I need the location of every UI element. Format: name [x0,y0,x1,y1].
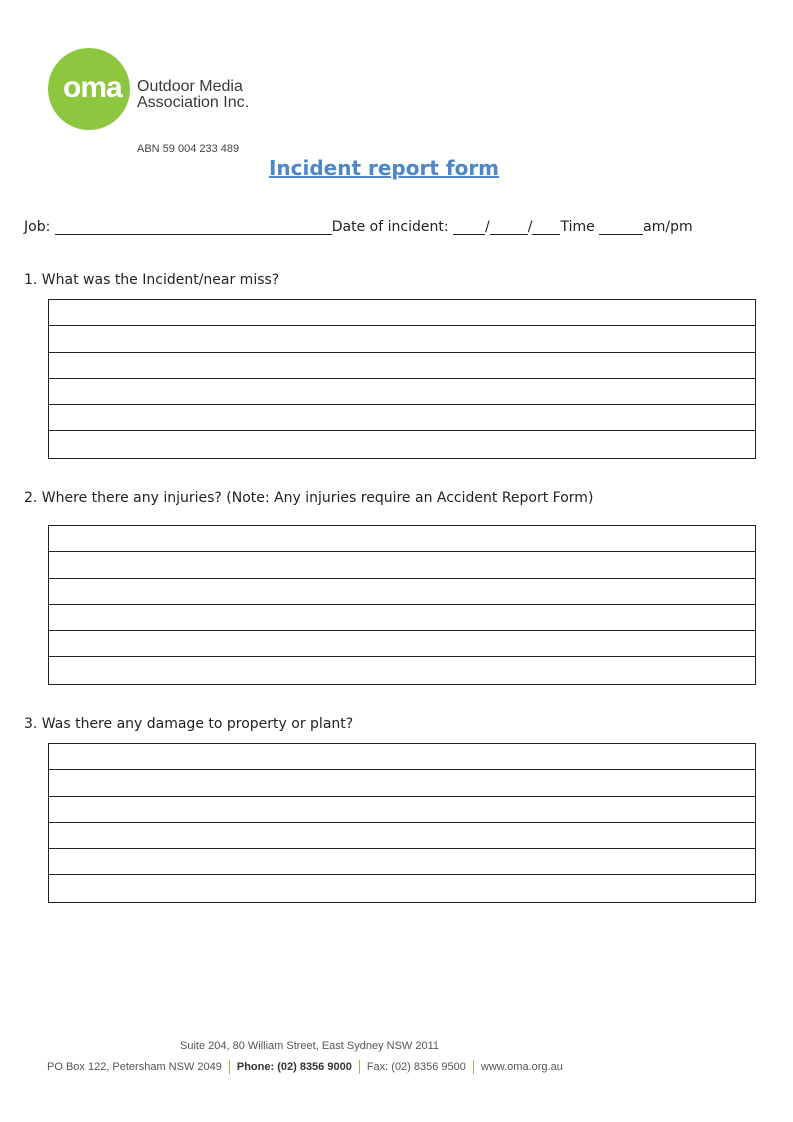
answer-input[interactable] [49,631,755,656]
answer-line[interactable] [49,405,755,431]
footer-contact-line [47,1060,563,1074]
date-month-field[interactable] [490,220,528,235]
answer-line[interactable] [49,657,755,683]
answer-input[interactable] [49,552,755,577]
question-1-answer-box [48,299,756,459]
answer-line[interactable] [49,875,755,901]
answer-input[interactable] [49,579,755,604]
footer-separator [229,1060,230,1074]
logo-mark: oma [63,71,122,104]
answer-input[interactable] [49,353,755,378]
answer-input[interactable] [49,526,755,551]
question-2-answer-box [48,525,756,685]
answer-line[interactable] [49,849,755,875]
answer-input[interactable] [49,300,755,325]
answer-input[interactable] [49,823,755,848]
answer-line[interactable] [49,579,755,605]
org-name-line2: Association Inc. [137,94,250,111]
answer-input[interactable] [49,875,755,901]
answer-line[interactable] [49,353,755,379]
question-1-label: 1. What was the Incident/near miss? [24,272,280,288]
answer-input[interactable] [49,379,755,404]
answer-line[interactable] [49,326,755,352]
answer-input[interactable] [49,770,755,795]
abn-number: ABN 59 004 233 489 [137,143,240,155]
question-2-label: 2. Where there any injuries? (Note: Any injuries require an Accident Report Form) [24,490,594,506]
answer-input[interactable] [49,326,755,351]
answer-line[interactable] [49,631,755,657]
answer-line[interactable] [49,823,755,849]
answer-line[interactable] [49,744,755,770]
job-field[interactable] [55,220,332,235]
footer-phone: Phone: (02) 8356 9000 [236,1060,352,1073]
job-label: Job: [24,219,51,235]
date-day-field[interactable] [453,220,485,235]
answer-line[interactable] [49,300,755,326]
answer-input[interactable] [49,605,755,630]
answer-line[interactable] [49,797,755,823]
footer-address: Suite 204, 80 William Street, East Sydney NSW 2011 [180,1040,440,1052]
question-3-answer-box [48,743,756,903]
org-name-line1: Outdoor Media [137,78,243,95]
answer-input[interactable] [49,849,755,874]
job-date-time-line [24,219,693,235]
footer-separator [359,1060,360,1074]
date-separator: / [527,219,533,235]
time-field[interactable] [599,220,643,235]
time-label: Time [560,219,595,235]
date-label: Date of incident: [331,219,449,235]
answer-input[interactable] [49,657,755,683]
answer-input[interactable] [49,797,755,822]
answer-line[interactable] [49,431,755,457]
footer-separator [473,1060,474,1074]
answer-line[interactable] [49,605,755,631]
date-year-field[interactable] [532,220,560,235]
date-separator: / [485,219,490,235]
footer-fax: Fax: (02) 8356 9500 [366,1060,466,1073]
answer-input[interactable] [49,431,755,457]
ampm-label: am/pm [643,219,693,235]
footer-website[interactable]: www.oma.org.au [480,1060,563,1073]
form-title: Incident report form [268,156,500,180]
answer-line[interactable] [49,770,755,796]
answer-line[interactable] [49,552,755,578]
answer-line[interactable] [49,526,755,552]
footer-po-box: PO Box 122, Petersham NSW 2049 [47,1060,222,1073]
answer-input[interactable] [49,744,755,769]
answer-line[interactable] [49,379,755,405]
question-3-label: 3. Was there any damage to property or plant? [24,716,354,732]
answer-input[interactable] [49,405,755,430]
